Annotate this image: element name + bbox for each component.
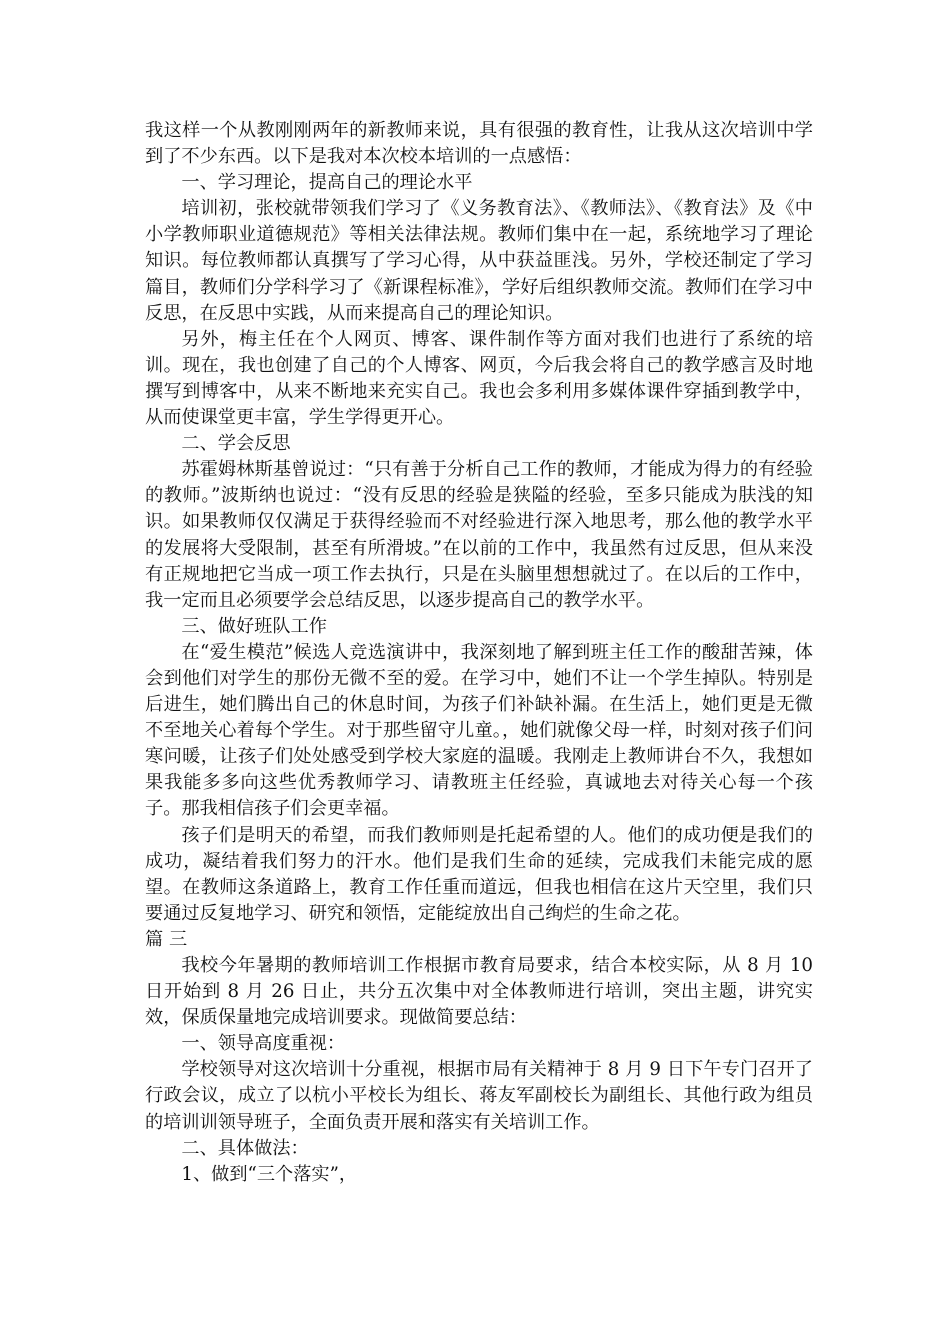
paragraph-web-training: 另外，梅主任在个人网页、博客、课件制作等方面对我们也进行了系统的培训。现在，我也创建了自己的个人博客、网页，今后我会将自己的教学感言及时地撰写到博客中，从来不断地来充实自己。我也会多利用多媒体课件穿插到教学中，从而使课堂更丰富，学生学得更开心。 [145,328,813,429]
paragraph-study-laws: 培训初，张校就带领我们学习了《义务教育法》、《教师法》、《教育法》及《中小学教师职业道德规范》等相关法律法规。教师们集中在一起，系统地学习了理论知识。每位教师都认真撰写了学习心得，从中获益匪浅。另外，学校还制定了学习篇目，教师们分学科学习了《新课程标准》，学好后组织教师交流。教师们在学习中反思，在反思中实践，从而来提高自己的理论知识。 [145,198,813,324]
paragraph-intro: 我这样一个从教刚刚两年的新教师来说，具有很强的教育性，让我从这次培训中学到了不少东西。以下是我对本次校本培训的一点感悟： [145,120,813,168]
heading-reflection: 二、学会反思 [181,433,291,455]
heading-study-theory: 一、学习理论，提高自己的理论水平 [181,172,473,194]
paragraph-class-work: 在“爱生模范”候选人竞选演讲中，我深刻地了解到班主任工作的酸甜苦辣，体会到他们对学生的那份无微不至的爱。在学习中，她们不让一个学生掉队。特别是后进生，她们腾出自己的休息时间，为孩子们补缺补漏。在生活上，她们更是无微不至地关心着每个学生。对于那些留守儿童。，她们就像父母一样，时刻对孩子们问寒问暖，让孩子们处处感受到学校大家庭的温暖。我刚走上教师讲台不久，我想如果我能多多向这些优秀教师学习、请教班主任经验，真诚地去对待关心每一个孩子。那我相信孩子们会更幸福。 [145,641,813,820]
heading-class-work: 三、做好班队工作 [181,615,327,637]
paragraph-summer-training: 我校今年暑期的教师培训工作根据市教育局要求，结合本校实际，从 8 月 10 日开始到 8 月 26 日止，共分五次集中对全体教师进行培训，突出主题，讲究实效，保质保量地完成培训要求。现做简要总结： [145,955,813,1029]
paragraph-three-implementations: 1、做到“三个落实”， [181,1163,358,1185]
paragraph-leadership: 学校领导对这次培训十分重视，根据市局有关精神于 8 月 9 日下午专门召开了行政会议，成立了以杭小平校长为组长、蒋友军副校长为副组长、其他行政为组员的培训训领导班子，全面负责开展和落实有关培训工作。 [145,1059,813,1133]
section-title-part-three: 篇 三 [145,928,188,950]
paragraph-hope: 孩子们是明天的希望，而我们教师则是托起希望的人。他们的成功便是我们的成功，凝结着我们努力的汗水。他们是我们生命的延续，完成我们未能完成的愿望。在教师这条道路上，教育工作任重而道远，但我也相信在这片天空里，我们只要通过反复地学习、研究和领悟，定能绽放出自己绚烂的生命之花。 [145,824,813,924]
paragraph-reflection: 苏霍姆林斯基曾说过：“只有善于分析自己工作的教师，才能成为得力的有经验的教师。”波斯纳也说过：“没有反思的经验是狭隘的经验，至多只能成为肤浅的知识。如果教师仅仅满足于获得经验而不对经验进行深入地思考，那么他的教学水平的发展将大受限制，甚至有所滑坡。”在以前的工作中，我虽然有过反思，但从来没有正规地把它当成一项工作去执行，只是在头脑里想想就过了。在以后的工作中，我一定而且必须要学会总结反思，以逐步提高自己的教学水平。 [145,459,813,611]
heading-leadership: 一、领导高度重视： [181,1033,346,1055]
document-body [145,118,813,1188]
heading-methods: 二、具体做法： [181,1137,309,1159]
